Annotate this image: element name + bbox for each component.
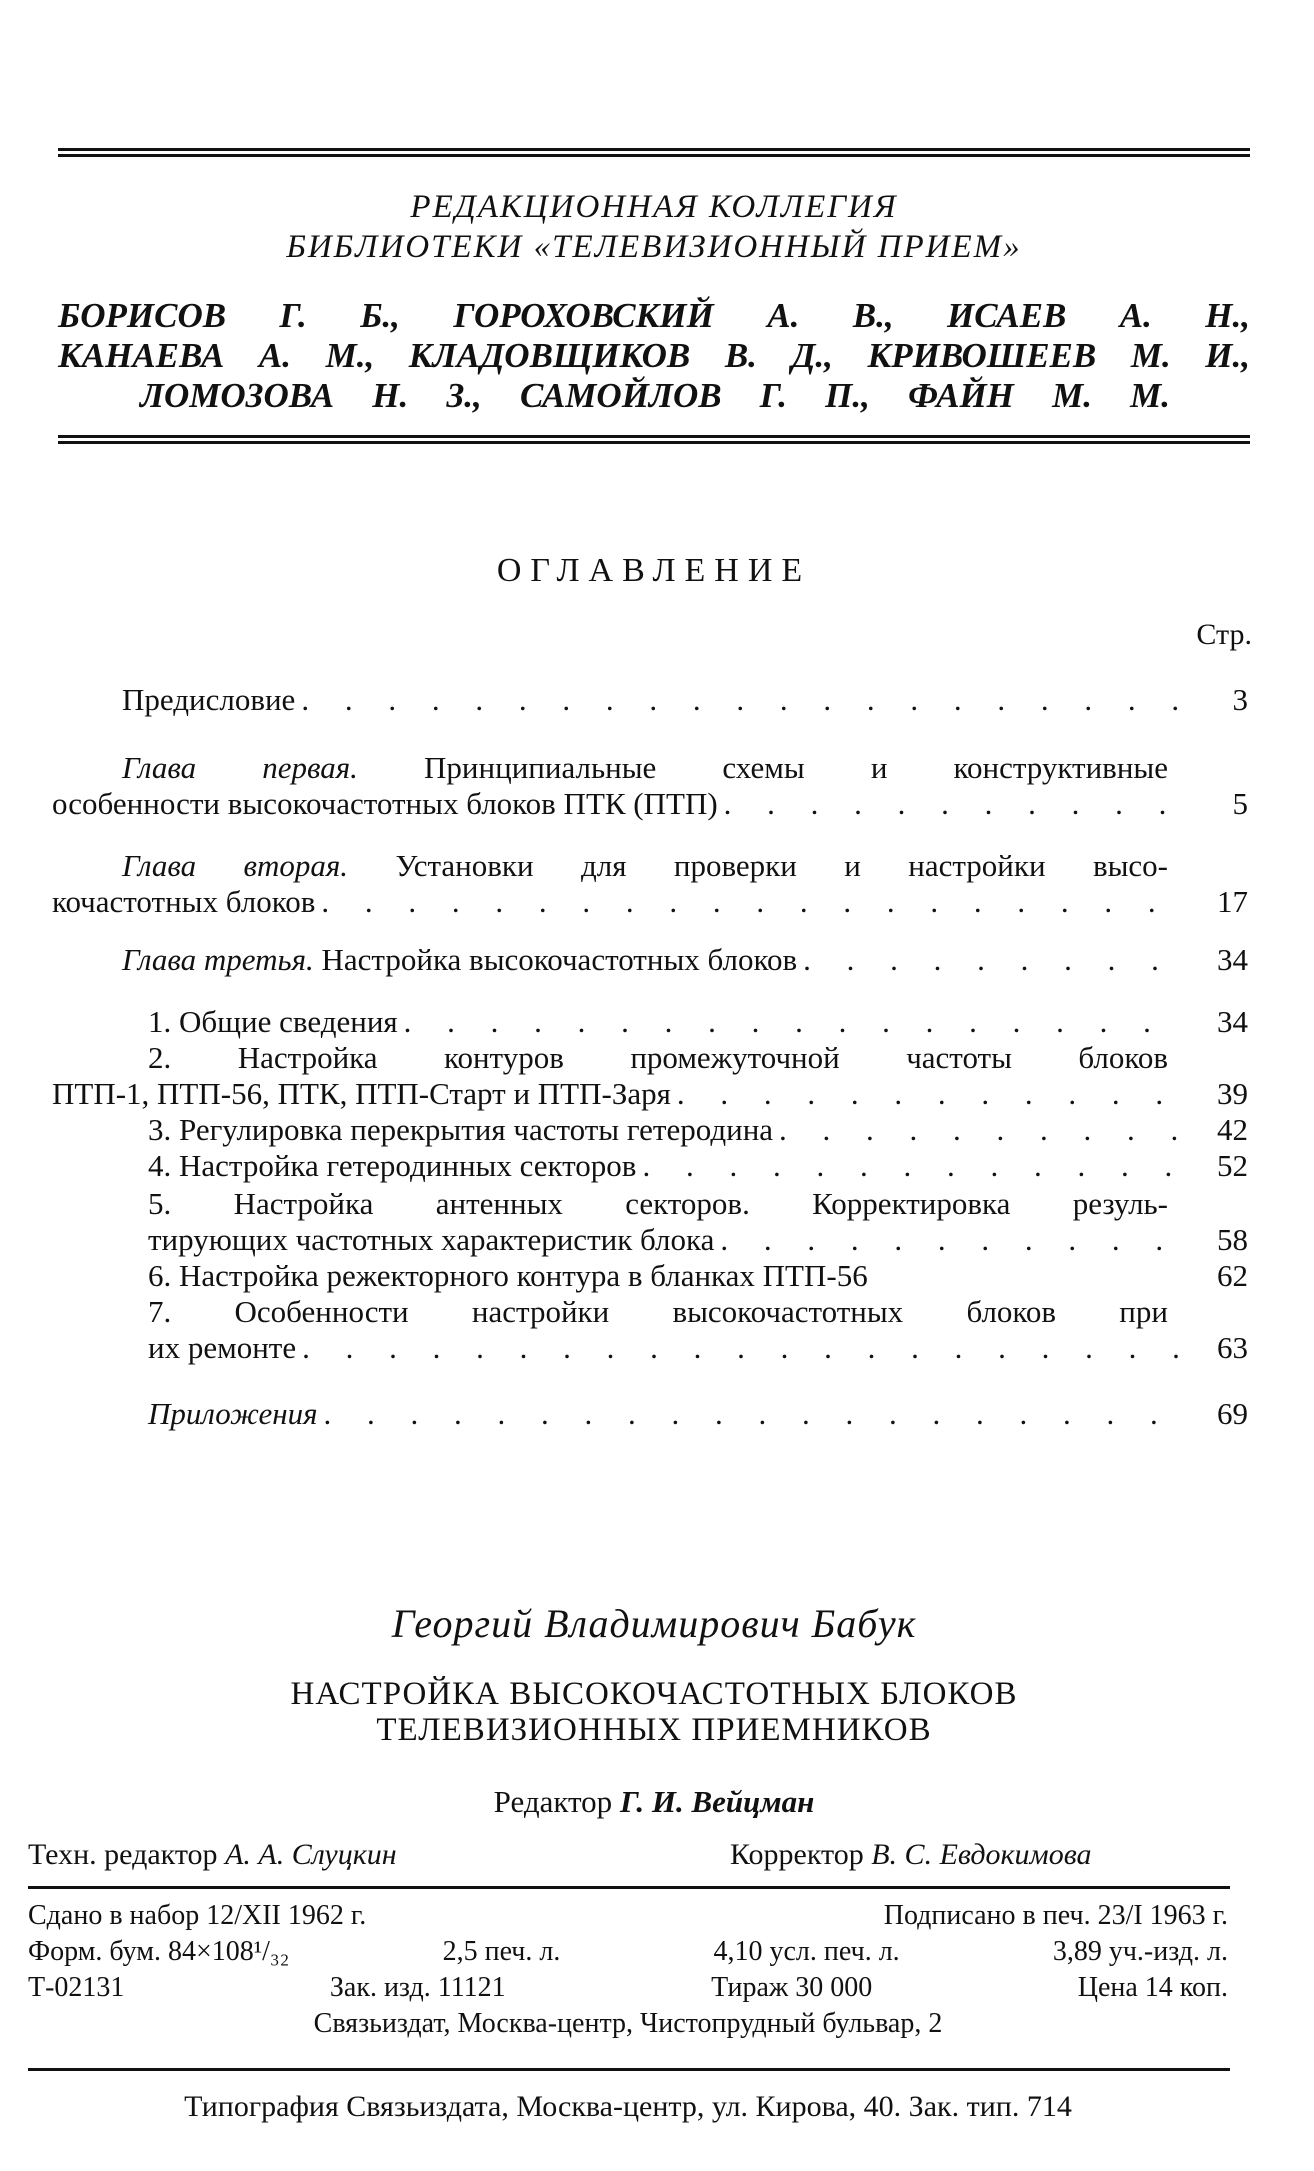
toc-item-section-4 [52,1148,1248,1184]
toc-heading: ОГЛАВЛЕНИЕ [496,552,812,589]
section-text-line1: 2. Настройка контуров промежуточной частоты блоков [148,1040,1168,1075]
toc-page: 63 [1217,1330,1248,1365]
toc-page: 69 [1217,1396,1248,1431]
chapter-text-line1: Установки для проверки и настройки высо- [395,848,1168,883]
leader-dots [321,884,1180,920]
leader-dots [302,1330,1180,1366]
toc-item-section-6 [52,1258,1248,1294]
toc-title: 1. Общие сведения [148,1004,398,1039]
editorial-board-members-line3: ЛОМОЗОВА Н. З., САМОЙЛОВ Г. П., ФАЙН М. М. [140,376,1170,415]
toc-item-section-2 [52,1040,1248,1112]
chapter-text-line2: кочастотных блоков [52,884,316,919]
book-title-line2: ТЕЛЕВИЗИОННЫХ ПРИЕМНИКОВ [376,1712,932,1748]
toc-item-chapter-2 [52,848,1248,920]
section-text-line1: 5. Настройка антенных секторов. Корректировка резуль- [148,1186,1168,1221]
imprint-bottom-rule [28,2068,1230,2071]
leader-dots [803,942,1180,978]
conventional-sheets: 4,10 усл. печ. л. [713,1936,900,1967]
toc-item-appendix [52,1396,1248,1432]
paper-format: Форм. бум. 84×108¹/₃₂ [28,1936,290,1967]
top-double-rule [58,148,1250,157]
typeset-date: Сдано в набор 12/XII 1962 г. [28,1900,367,1931]
chapter-text-line2: особенности высокочастотных блоков ПТК (ПТП) [52,786,718,821]
book-title-line1: НАСТРОЙКА ВЫСОКОЧАСТОТНЫХ БЛОКОВ [290,1676,1018,1712]
leader-dots [642,1148,1180,1184]
toc-page: 34 [1217,1004,1248,1039]
tech-editor-name: А. А. Слуцкин [225,1838,397,1871]
chapter-label: Глава первая. [122,750,358,785]
print-run: Тираж 30 000 [711,1972,873,2003]
imprint-row-2 [28,1936,1228,1968]
tech-editor-label: Техн. редактор [28,1838,218,1871]
code: Т-02131 [28,1972,125,2003]
proofreader-name: В. С. Евдокимова [871,1838,1092,1871]
toc-item-preface [52,682,1248,718]
printing-house: Типография Связьиздата, Москва-центр, ул. Кирова, 40. Зак. тип. 714 [184,2090,1072,2123]
editor-credit [58,1784,1250,1820]
leader-dots [404,1004,1180,1040]
chapter-text: Настройка высокочастотных блоков [321,942,798,977]
leader-dots [324,1396,1181,1432]
proofreader-label: Корректор [730,1838,864,1871]
toc-page: 17 [1217,884,1248,919]
toc-item-chapter-1 [52,750,1248,822]
publisher-sheets: 3,89 уч.-изд. л. [1052,1936,1228,1967]
toc-item-section-3 [52,1112,1248,1148]
section-text-line2: тирующих частотных характеристик блока [148,1222,715,1257]
proofreader-credit [730,1838,1092,1872]
toc-item-section-5 [52,1186,1248,1258]
toc-page: 39 [1217,1076,1248,1111]
toc-page: 42 [1217,1112,1248,1147]
editorial-board-members-line1: БОРИСОВ Г. Б., ГОРОХОВСКИЙ А. В., ИСАЕВ А. Н., [58,296,1250,335]
section-text-line2: их ремонте [148,1330,297,1365]
book-author: Георгий Владимирович Бабук [391,1601,917,1646]
toc-title: 3. Регулировка перекрытия частоты гетеродина [148,1112,774,1147]
editor-label: Редактор [493,1784,613,1819]
editorial-board-title-line2: БИБЛИОТЕКИ «ТЕЛЕВИЗИОННЫЙ ПРИЕМ» [286,229,1022,265]
leader-dots [720,1222,1180,1258]
leader-dots [677,1076,1180,1112]
signed-date: Подписано в печ. 23/I 1963 г. [883,1900,1228,1931]
toc-page: 34 [1217,942,1248,977]
board-bottom-double-rule [58,435,1250,444]
price: Цена 14 коп. [1077,1972,1228,2003]
imprint-top-rule [28,1886,1230,1889]
leader-dots [724,786,1180,822]
toc-title: 6. Настройка режекторного контура в бланках ПТП-56 [148,1258,868,1293]
toc-page: 5 [1232,786,1248,821]
toc-item-section-1 [52,1004,1248,1040]
toc-page: 62 [1217,1258,1248,1293]
toc-title: Предисловие [122,682,296,717]
leader-dots [779,1112,1180,1148]
editorial-board-members-line2: КАНАЕВА А. М., КЛАДОВЩИКОВ В. Д., КРИВОШЕЕВ М. И., [58,336,1250,375]
editor-name: Г. И. Вейцман [619,1784,815,1819]
chapter-label: Глава третья. [122,942,314,977]
editorial-board-title-line1: РЕДАКЦИОННАЯ КОЛЛЕГИЯ [410,189,898,225]
leader-dots [301,682,1180,718]
toc-page: 58 [1217,1222,1248,1257]
toc-item-chapter-3 [52,942,1248,978]
imprint-row-3 [28,1972,1228,2004]
publisher-address: Связьиздат, Москва-центр, Чистопрудный бульвар, 2 [313,2008,943,2039]
toc-title: 4. Настройка гетеродинных секторов [148,1148,637,1183]
toc-page: 52 [1217,1148,1248,1183]
publisher-order: Зак. изд. 11121 [329,1972,506,2003]
toc-item-section-7 [52,1294,1248,1366]
print-sheets: 2,5 печ. л. [442,1936,561,1967]
imprint-row-1 [28,1900,1228,1932]
toc-page-label: Стр. [1196,618,1252,651]
toc-title: Приложения [148,1396,318,1431]
section-text-line2: ПТП-1, ПТП-56, ПТК, ПТП-Старт и ПТП-Заря [52,1076,671,1111]
chapter-text-line1: Принципиальные схемы и конструктивные [424,750,1168,785]
section-text-line1: 7. Особенности настройки высокочастотных блоков при [148,1294,1168,1329]
chapter-label: Глава вторая. [122,848,349,883]
tech-editor-credit [28,1838,397,1872]
toc-page: 3 [1232,682,1248,717]
